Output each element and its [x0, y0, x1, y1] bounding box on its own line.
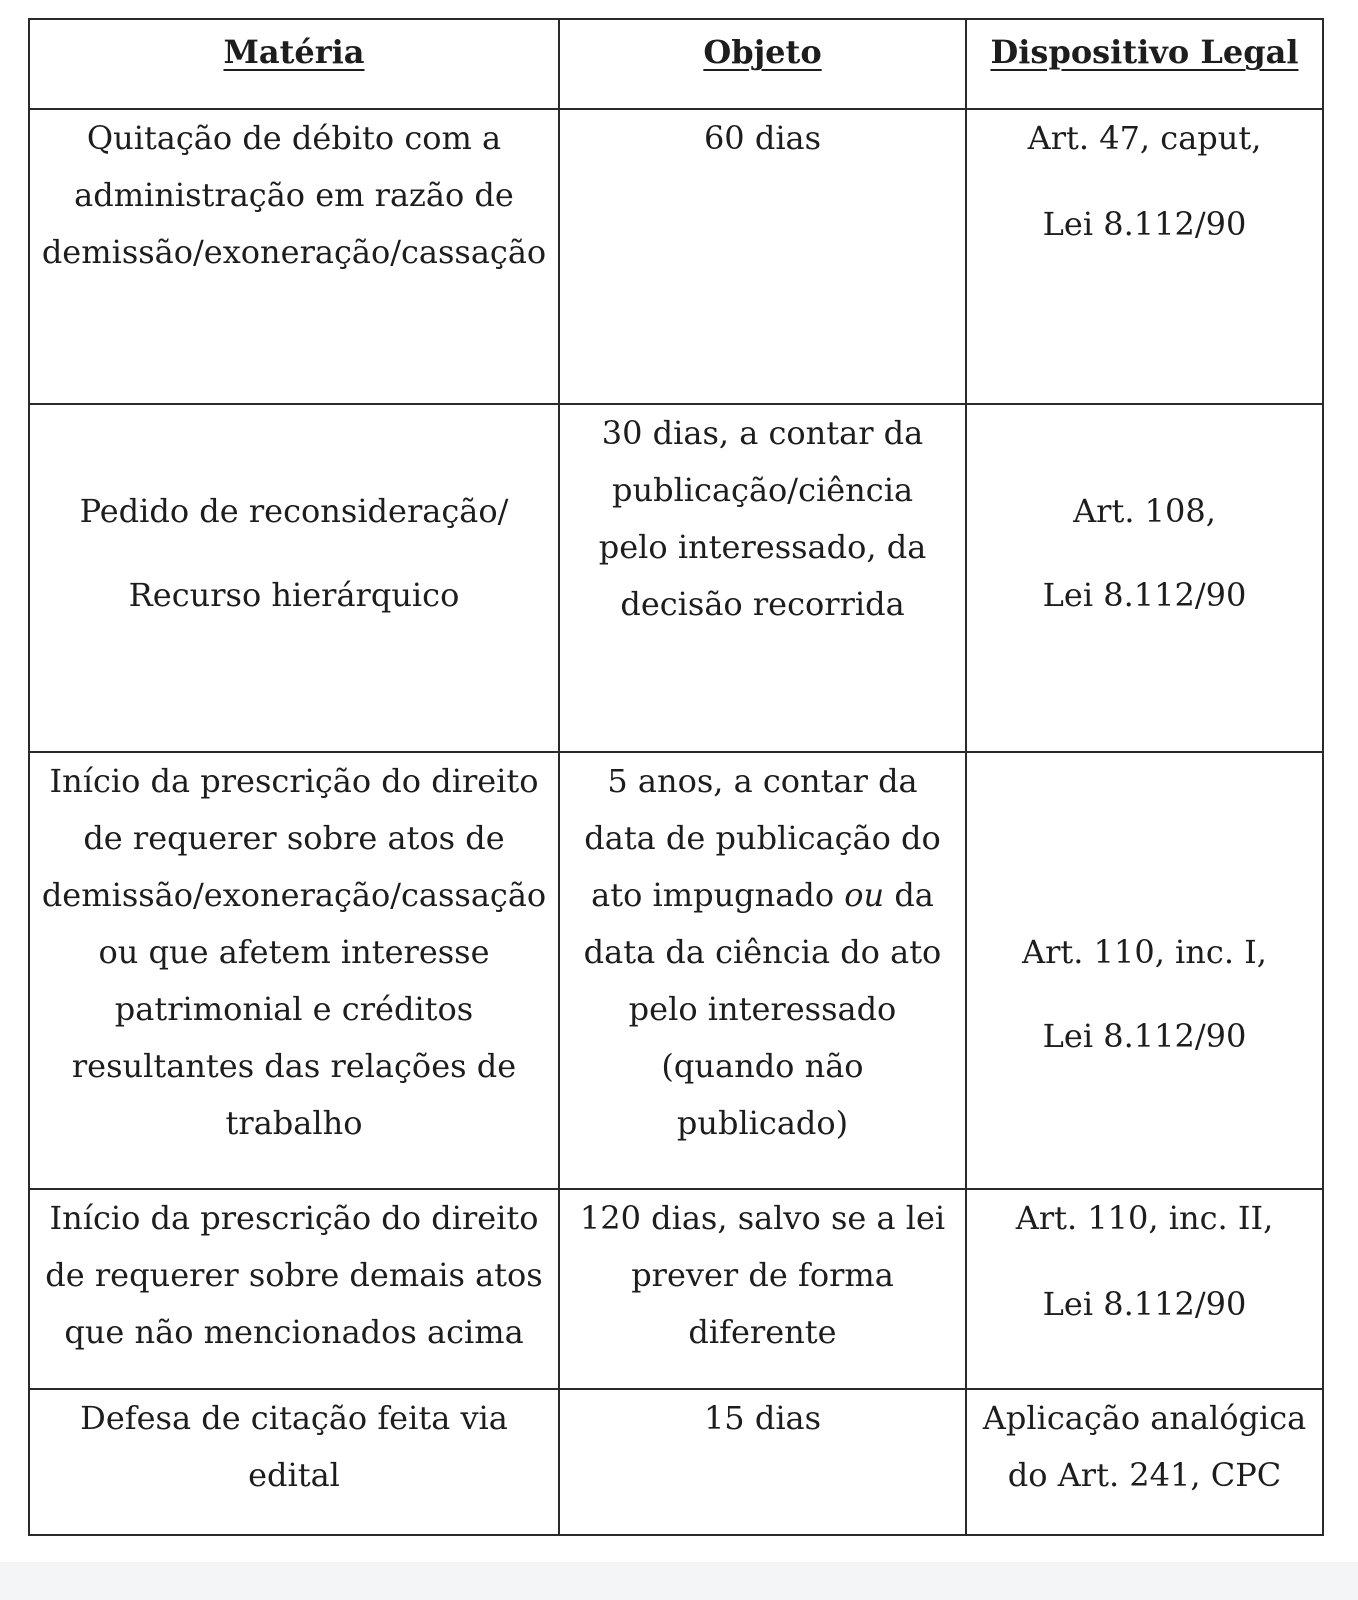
cell-objeto: 5 anos, a contar da data de publicação do ato impugnado ou da data da ciência do ato pelo interessado (quando não publicado) — [559, 752, 966, 1189]
cell-objeto: 60 dias — [559, 109, 966, 404]
cell-dispositivo: Art. 110, inc. II, Lei 8.112/90 — [966, 1189, 1323, 1389]
cell-dispositivo: Art. 110, inc. I, Lei 8.112/90 — [966, 752, 1323, 1189]
page-bottom-margin — [0, 1562, 1358, 1600]
header-dispositivo-legal: Dispositivo Legal — [966, 19, 1323, 109]
cell-materia: Quitação de débito com a administração em razão de demissão/exoneração/cassação — [29, 109, 559, 404]
table-row — [29, 1389, 1323, 1535]
table-row — [29, 1189, 1323, 1389]
cell-dispositivo: Art. 47, caput, Lei 8.112/90 — [966, 109, 1323, 404]
header-objeto: Objeto — [559, 19, 966, 109]
cell-materia: Defesa de citação feita via edital — [29, 1389, 559, 1535]
cell-dispositivo: Aplicação analógica do Art. 241, CPC — [966, 1389, 1323, 1535]
cell-dispositivo: Art. 108, Lei 8.112/90 — [966, 404, 1323, 752]
table-row — [29, 404, 1323, 752]
cell-objeto: 15 dias — [559, 1389, 966, 1535]
header-materia: Matéria — [29, 19, 559, 109]
legal-deadlines-table — [28, 18, 1324, 1536]
cell-materia: Início da prescrição do direito de requerer sobre demais atos que não mencionados acima — [29, 1189, 559, 1389]
cell-objeto: 120 dias, salvo se a lei prever de forma diferente — [559, 1189, 966, 1389]
cell-materia: Pedido de reconsideração/ Recurso hierárquico — [29, 404, 559, 752]
table-row — [29, 109, 1323, 404]
cell-materia: Início da prescrição do direito de requerer sobre atos de demissão/exoneração/cassação ou que afetem interesse patrimonial e créditos resultantes das relações de trabalho — [29, 752, 559, 1189]
table-row — [29, 752, 1323, 1189]
cell-objeto: 30 dias, a contar da publicação/ciência pelo interessado, da decisão recorrida — [559, 404, 966, 752]
table-header-row — [29, 19, 1323, 109]
